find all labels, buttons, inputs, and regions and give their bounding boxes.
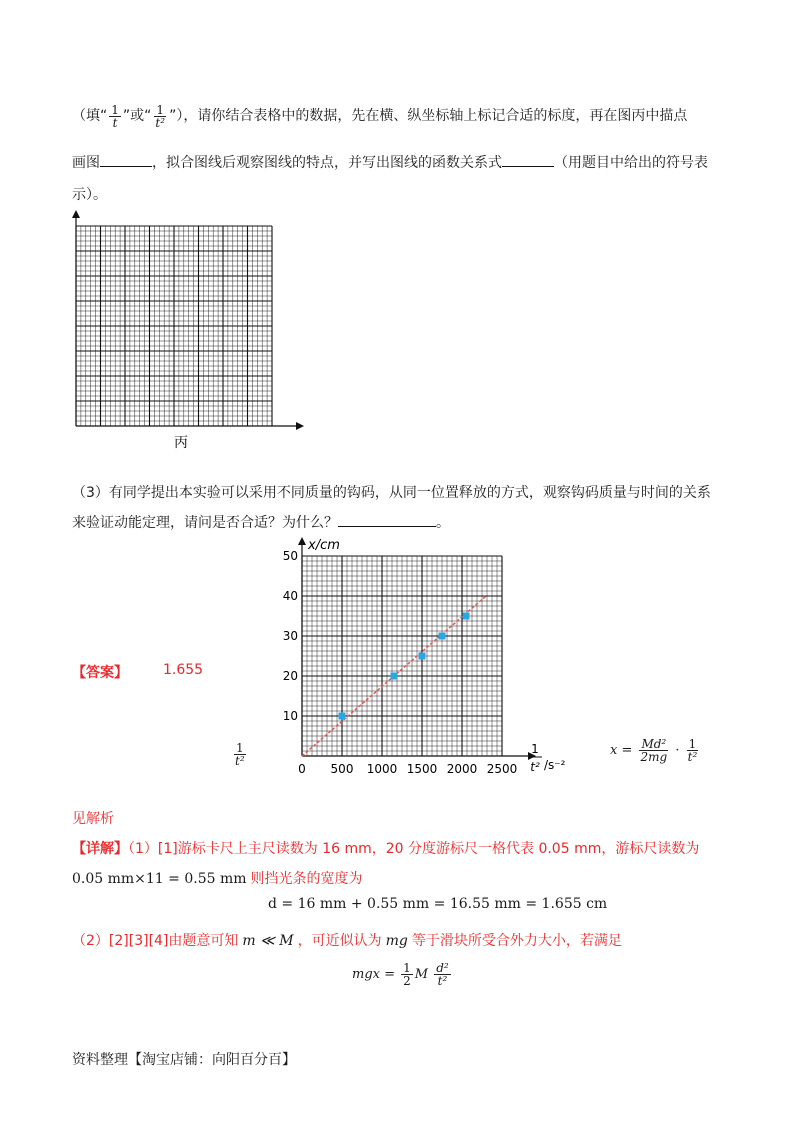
equation-energy: mgx = $\frac{1}{2}$ M $\frac{\text{d²}}{\text{t²}}$ <box>352 961 449 988</box>
equation-width: d = 16 mm + 0.55 mm = 16.55 mm = 1.655 cm <box>268 896 608 912</box>
answer-blank-1[interactable] <box>100 152 152 167</box>
data-point <box>339 713 346 720</box>
chart-y-arrow-icon <box>298 537 306 545</box>
intro-line-2: 画图 ，拟合图线后观察图线的特点，并写出图线的函数关系式 （用题目中给出的符号表 <box>72 152 708 172</box>
answer-fraction: $\frac{1}{\text{t²}}$ <box>235 741 245 768</box>
y-tick-labels <box>283 549 298 723</box>
detail-line-2: 0.05 mm×11 = 0.55 mm 则挡光条的宽度为 <box>72 871 363 887</box>
data-point <box>419 653 426 660</box>
fraction-one-over-t-squared: $\frac{1}{\text{t²}}$ <box>155 102 166 130</box>
y-arrow-icon <box>72 210 80 218</box>
intro-line-3: 示）。 <box>72 187 107 203</box>
data-point <box>439 633 446 640</box>
y-tick-label: 10 <box>282 709 298 723</box>
x-arrow-icon <box>296 422 304 430</box>
detail-line-3: （2）[2][3][4]由题意可知 m ≪ M ，可近似认为 mg 等于滑块所受合外力大小，若满足 <box>72 933 622 949</box>
blank-grid <box>76 226 272 426</box>
y-tick-label: 50 <box>282 549 298 563</box>
x-tick-labels <box>298 762 517 776</box>
answer-chart <box>270 535 590 783</box>
figure-caption: 丙 <box>174 435 188 451</box>
y-tick-label: 40 <box>282 589 298 603</box>
svg-text:1: 1 <box>531 742 539 756</box>
x-tick-label: 500 <box>330 762 354 776</box>
answer-blank-3[interactable] <box>338 512 436 527</box>
x-tick-label: 1000 <box>366 762 398 776</box>
answer-label: 【答案】 <box>72 665 128 681</box>
intro-line-1: （填“ $\frac{1}{t}$ ”或“ $\frac{1}{\text{t²}}$ ”），请你结合表格中的数据，先在横、纵坐标轴上标记合适的标度，再在图丙中描点 <box>72 102 688 130</box>
y-tick-label: 30 <box>282 629 298 643</box>
x-tick-label: 2500 <box>486 762 518 776</box>
x-tick-label: 2000 <box>446 762 478 776</box>
fraction-one-over-t: $\frac{1}{t}$ <box>111 102 119 130</box>
answer-value: 1.655 <box>163 662 204 678</box>
answer-blank-2[interactable] <box>502 152 554 167</box>
answer-formula: x = $\frac{\text{Md²}}{2mg}$ · $\frac{1}{\text{t²}}$ <box>610 737 698 764</box>
x-tick-label: 0 <box>298 762 306 776</box>
footer-note: 资料整理【淘宝店铺：向阳百分百】 <box>72 1052 296 1068</box>
q3-line-2: 来验证动能定理，请问是否合适？为什么？ 。 <box>72 512 450 532</box>
chart-y-label: x/cm <box>308 538 340 553</box>
svg-text:/s⁻²: /s⁻² <box>544 758 566 772</box>
chart-grid <box>302 556 502 756</box>
chart-x-label <box>529 742 566 774</box>
see-analysis: 见解析 <box>72 811 114 827</box>
detail-line-1: 【详解】（1）[1]游标卡尺上主尺读数为 16 mm，20 分度游标尺一格代表 0.05 mm，游标尺读数为 <box>72 841 700 857</box>
svg-text:t²: t² <box>530 760 540 774</box>
y-tick-label: 20 <box>282 669 298 683</box>
q3-line-1: （3）有同学提出本实验可以采用不同质量的钩码，从同一位置释放的方式，观察钩码质量与时间的关系 <box>72 485 711 501</box>
data-point <box>463 613 470 620</box>
x-tick-label: 1500 <box>406 762 438 776</box>
blank-grid-figure <box>66 208 306 456</box>
data-point <box>391 673 398 680</box>
